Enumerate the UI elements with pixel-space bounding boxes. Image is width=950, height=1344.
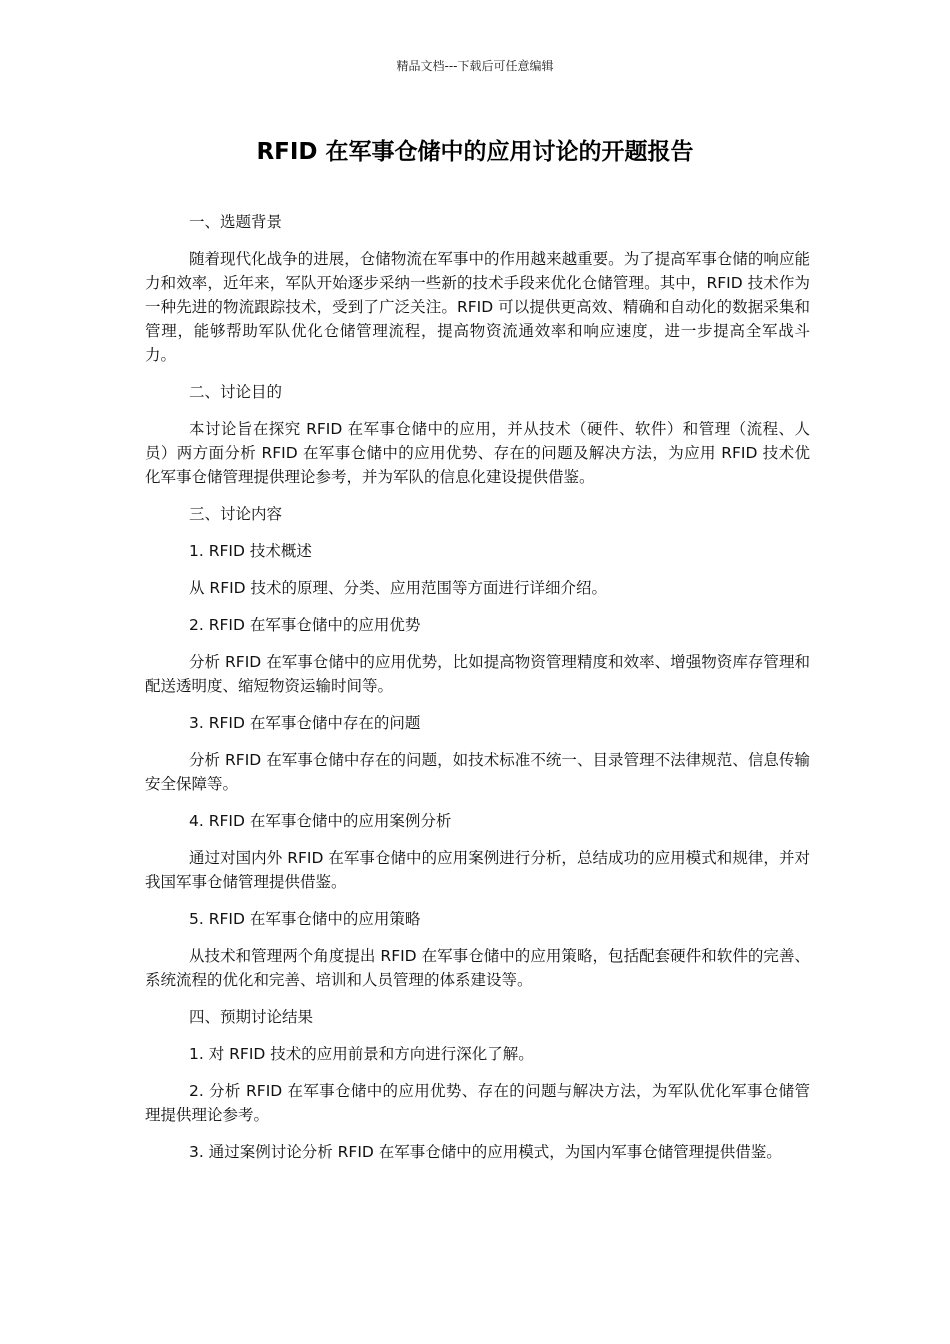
subheading-problems: 3. RFID 在军事仓储中存在的问题 [189,714,421,732]
subheading-overview: 1. RFID 技术概述 [189,542,312,560]
paragraph-overview: 从 RFID 技术的原理、分类、应用范围等方面进行详细介绍。 [189,579,608,597]
section-heading-content: 三、讨论内容 [189,505,283,523]
document-title: RFID 在军事仓储中的应用讨论的开题报告 [256,139,694,165]
expected-result-3: 3. 通过案例讨论分析 RFID 在军事仓储中的应用模式，为国内军事仓储管理提供借鉴。 [189,1143,782,1161]
expected-result-1: 1. 对 RFID 技术的应用前景和方向进行深化了解。 [189,1045,534,1063]
section-heading-background: 一、选题背景 [189,213,283,231]
document-body [145,210,810,1177]
paragraph-purpose: 本讨论旨在探究 RFID 在军事仓储中的应用，并从技术（硬件、软件）和管理（流程、人员）两方面分析 RFID 在军事仓储中的应用优势、存在的问题及解决方法，为应用 RFID 技术优化军事仓储管理提供理论参考，并为军队的信息化建设提供借鉴。 [145,420,810,486]
subheading-advantages: 2. RFID 在军事仓储中的应用优势 [189,616,421,634]
paragraph-problems: 分析 RFID 在军事仓储中存在的问题，如技术标准不统一、目录管理不法律规范、信息传输安全保障等。 [145,751,810,793]
paragraph-strategy: 从技术和管理两个角度提出 RFID 在军事仓储中的应用策略，包括配套硬件和软件的完善、系统流程的优化和完善、培训和人员管理的体系建设等。 [145,947,810,989]
section-heading-purpose: 二、讨论目的 [189,383,283,401]
subheading-strategy: 5. RFID 在军事仓储中的应用策略 [189,910,421,928]
paragraph-background: 随着现代化战争的进展，仓储物流在军事中的作用越来越重要。为了提高军事仓储的响应能力和效率，近年来，军队开始逐步采纳一些新的技术手段来优化仓储管理。其中，RFID 技术作为一种先进的物流跟踪技术，受到了广泛关注。RFID 可以提供更高效、精确和自动化的数据采集和管理，能够帮助军队优化仓储管理流程，提高物资流通效率和响应速度，进一步提高全军战斗力。 [145,250,810,364]
paragraph-case-analysis: 通过对国内外 RFID 在军事仓储中的应用案例进行分析，总结成功的应用模式和规律，并对我国军事仓储管理提供借鉴。 [145,849,810,891]
expected-result-2: 2. 分析 RFID 在军事仓储中的应用优势、存在的问题与解决方法，为军队优化军事仓储管理提供理论参考。 [145,1082,810,1124]
header-note: 精品文档---下载后可任意编辑 [396,59,554,73]
section-heading-expected-results: 四、预期讨论结果 [189,1008,314,1026]
subheading-case-analysis: 4. RFID 在军事仓储中的应用案例分析 [189,812,452,830]
paragraph-advantages: 分析 RFID 在军事仓储中的应用优势，比如提高物资管理精度和效率、增强物资库存管理和配送透明度、缩短物资运输时间等。 [145,653,810,695]
